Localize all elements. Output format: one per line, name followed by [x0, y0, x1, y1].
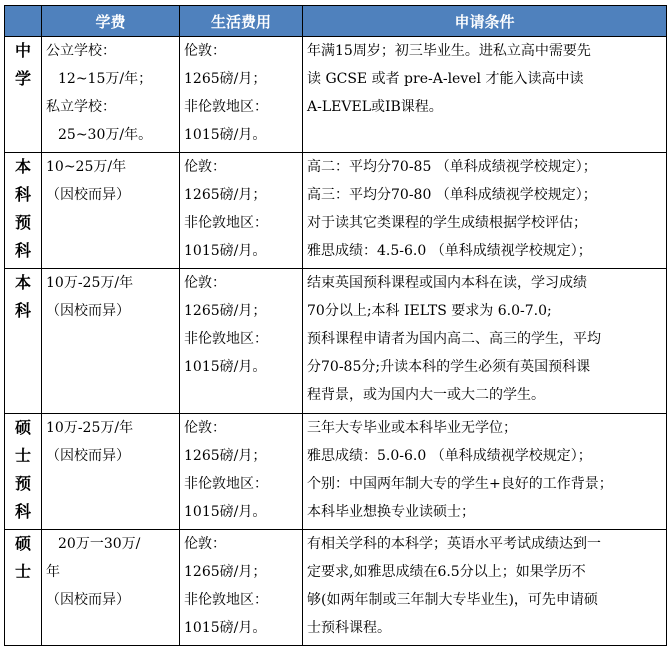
living-line: 伦敦：	[184, 536, 226, 552]
requirement-line: A-LEVEL或IB课程。	[307, 99, 443, 115]
tuition-line: 25~30万/年。	[58, 127, 153, 143]
requirement-line: 本科毕业想换专业读硕士；	[307, 504, 475, 520]
living-line: 1265磅/月；	[184, 71, 267, 87]
living-line: 非伦敦地区：	[184, 592, 268, 608]
living-cost-cell	[180, 414, 303, 530]
tuition-cell	[42, 37, 180, 153]
header-row	[5, 6, 667, 37]
living-line: 1265磅/月；	[184, 564, 267, 580]
level-char: 本	[14, 157, 31, 176]
tuition-cell	[42, 414, 180, 530]
living-cost-cell	[180, 530, 303, 646]
level-char: 科	[14, 301, 31, 320]
tuition-line: （因校而异）	[46, 592, 130, 608]
level-char: 中	[14, 41, 31, 60]
tuition-line: 年	[46, 564, 60, 580]
tuition-line: 10万-25万/年	[46, 420, 134, 436]
living-line: 1015磅/月。	[184, 243, 267, 259]
requirement-line: 士预科课程。	[307, 620, 391, 636]
living-line: 非伦敦地区：	[184, 99, 268, 115]
level-char: 本	[14, 273, 31, 292]
living-line: 1015磅/月。	[184, 127, 267, 143]
requirement-line: 高二：平均分70-85 （单科成绩视学校规定）；	[307, 159, 597, 175]
header-tuition: 学费	[42, 6, 180, 37]
level-char: 士	[14, 446, 31, 465]
tuition-line: 公立学校：	[46, 43, 116, 59]
level-char: 硕	[14, 534, 31, 553]
requirements-cell	[303, 37, 667, 153]
level-char: 科	[14, 502, 31, 521]
level-char: 科	[14, 185, 31, 204]
tuition-line: 私立学校：	[46, 99, 116, 115]
living-line: 伦敦：	[184, 275, 226, 291]
requirement-line: 雅思成绩：5.0-6.0 （单科成绩视学校规定）；	[307, 448, 592, 464]
level-char: 学	[14, 69, 31, 88]
requirement-line: 对于读其它类课程的学生成绩根据学校评估；	[307, 215, 587, 231]
tuition-line: 10万-25万/年	[46, 275, 134, 291]
level-char: 预	[14, 474, 31, 493]
living-line: 伦敦：	[184, 420, 226, 436]
requirements-cell	[303, 530, 667, 646]
requirements-cell	[303, 414, 667, 530]
living-line: 1265磅/月；	[184, 448, 267, 464]
requirement-line: 分70-85分;升读本科的学生必须有英国预科课	[307, 359, 591, 375]
tuition-line: （因校而异）	[46, 448, 130, 464]
requirement-line: 够(如两年制或三年制大专毕业生)，可先申请硕	[307, 592, 598, 608]
study-fees-table	[4, 5, 667, 646]
living-line: 1015磅/月。	[184, 359, 267, 375]
tuition-line: 12~15万/年；	[58, 71, 153, 87]
table-row	[5, 269, 667, 414]
living-line: 1015磅/月。	[184, 504, 267, 520]
level-char: 科	[14, 241, 31, 260]
level-cell	[5, 153, 42, 269]
requirement-line: 雅思成绩：4.5-6.0 （单科成绩视学校规定）；	[307, 243, 592, 259]
requirement-line: 三年大专毕业或本科毕业无学位；	[307, 420, 517, 436]
level-char: 士	[14, 562, 31, 581]
living-cost-cell	[180, 37, 303, 153]
requirement-line: 结束英国预科课程或国内本科在读，学习成绩	[307, 275, 587, 291]
living-cost-cell	[180, 153, 303, 269]
living-line: 1265磅/月；	[184, 187, 267, 203]
table-row	[5, 153, 667, 269]
requirement-line: 定要求,如雅思成绩在6.5分以上；如果学历不	[307, 564, 586, 580]
living-cost-cell	[180, 269, 303, 414]
table-row	[5, 37, 667, 153]
living-line: 1265磅/月；	[184, 303, 267, 319]
tuition-line: 10~25万/年	[46, 159, 127, 175]
tuition-cell	[42, 530, 180, 646]
header-requirements: 申请条件	[303, 6, 667, 37]
tuition-cell	[42, 269, 180, 414]
level-cell	[5, 530, 42, 646]
tuition-line: （因校而异）	[46, 187, 130, 203]
requirement-line: 有相关学科的本科学；英语水平考试成绩达到一	[307, 536, 601, 552]
requirement-line: 程背景，或为国内大一或大二的学生。	[307, 387, 545, 403]
requirement-line: 高三：平均分70-80 （单科成绩视学校规定）；	[307, 187, 597, 203]
tuition-cell	[42, 153, 180, 269]
requirements-cell	[303, 153, 667, 269]
living-line: 1015磅/月。	[184, 620, 267, 636]
requirement-line: 读 GCSE 或者 pre-A-level 才能入读高中读	[307, 71, 584, 87]
header-level	[5, 6, 42, 37]
living-line: 伦敦：	[184, 159, 226, 175]
living-line: 非伦敦地区：	[184, 476, 268, 492]
requirement-line: 年满15周岁；初三毕业生。进私立高中需要先	[307, 43, 591, 59]
level-cell	[5, 414, 42, 530]
requirement-line: 预科课程申请者为国内高二、高三的学生，平均	[307, 331, 601, 347]
requirement-line: 70分以上;本科 IELTS 要求为 6.0-7.0;	[307, 303, 552, 319]
requirements-cell	[303, 269, 667, 414]
table-row	[5, 530, 667, 646]
living-line: 伦敦：	[184, 43, 226, 59]
tuition-line: （因校而异）	[46, 303, 130, 319]
living-line: 非伦敦地区：	[184, 215, 268, 231]
level-char: 预	[14, 213, 31, 232]
header-living-cost: 生活费用	[180, 6, 303, 37]
requirement-line: 个别：中国两年制大专的学生+良好的工作背景；	[307, 476, 613, 492]
level-cell	[5, 37, 42, 153]
level-char: 硕	[14, 418, 31, 437]
tuition-line: 20万一30万/	[58, 536, 141, 552]
table-row	[5, 414, 667, 530]
level-cell	[5, 269, 42, 414]
living-line: 非伦敦地区：	[184, 331, 268, 347]
